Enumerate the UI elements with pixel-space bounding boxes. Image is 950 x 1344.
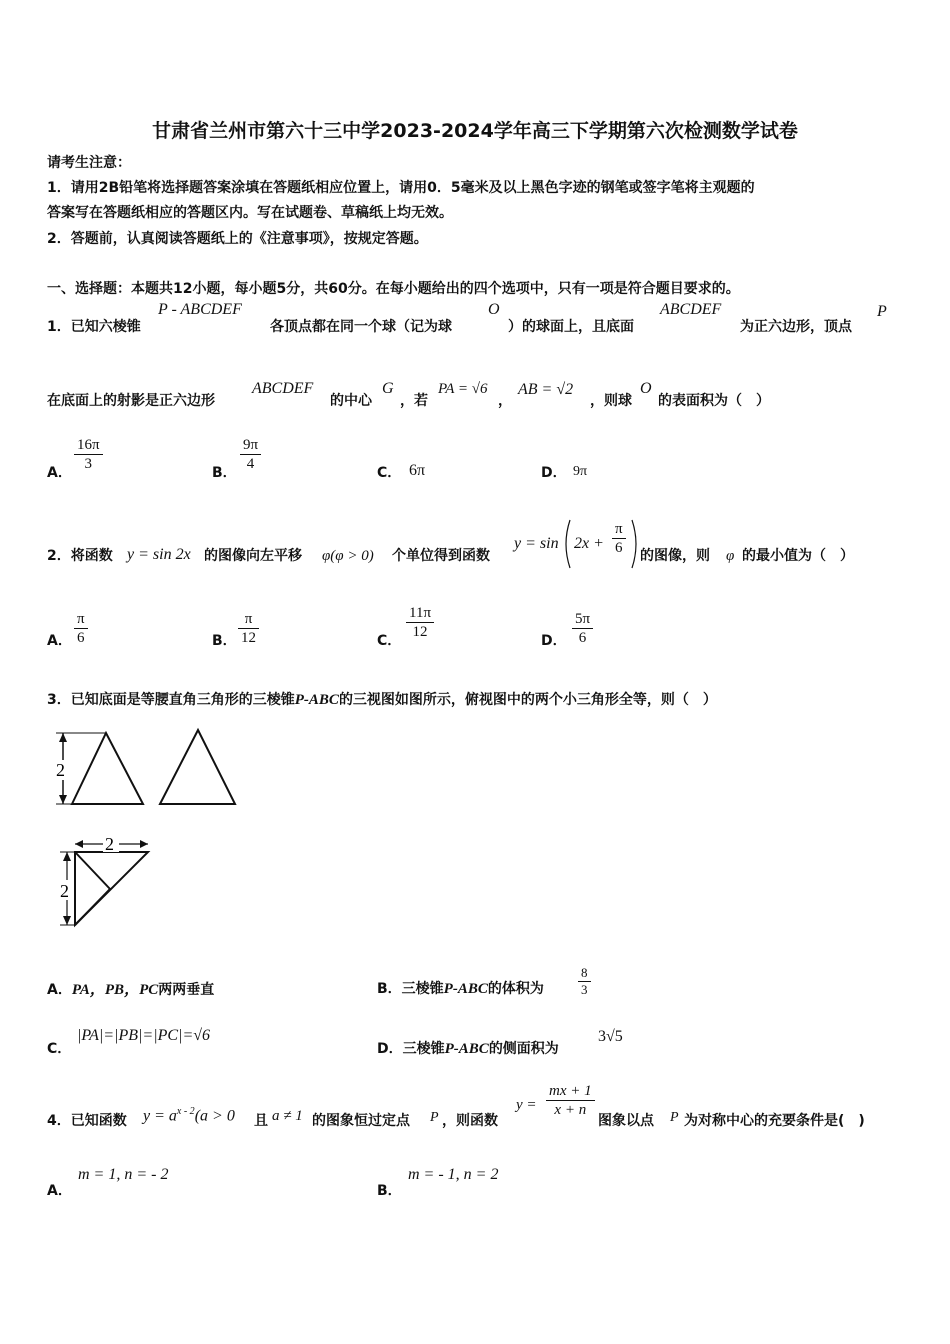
q1-text-3: ）的球面上，且底面 (508, 319, 634, 335)
q3-option-d[interactable] (377, 1038, 559, 1058)
q4-math-4a: y = (516, 1097, 537, 1113)
q2-math-4: φ (726, 548, 735, 564)
top-view-dim-left-label: 2 (60, 881, 69, 901)
q3-option-b-pre: 三棱锥 (401, 981, 444, 997)
q4-option-a-value: m = 1, n = - 2 (78, 1166, 169, 1183)
q3-option-d-pre: 三棱锥 (402, 1041, 445, 1057)
q2-math-1: y = sin 2x (127, 546, 191, 563)
three-view-figure (50, 720, 250, 935)
q3-option-c[interactable]: C． (47, 1041, 72, 1057)
section-heading: 一、选择题：本题共12小题，每小题5分，共60分。在每小题给出的四个选项中，只有一项是符合题目要求的。 (47, 281, 740, 297)
top-view-inner-1 (75, 852, 110, 889)
q4-math-5: P (670, 1110, 679, 1125)
q3-option-d-post: 的侧面积为 (488, 1041, 559, 1057)
q2-text-3: 个单位得到函数 (392, 548, 490, 564)
q3-option-a-text: 两两垂直 (158, 982, 215, 998)
q1-math-1: P - ABCDEF (158, 301, 242, 318)
q1-option-c-value: 6π (409, 462, 426, 479)
q1-text-10: 的表面积为（ ） (658, 393, 770, 409)
q3-option-c-value: |PA|=|PB|=|PC|=√6 (77, 1027, 211, 1044)
q1-text-7: ，若 (400, 393, 428, 409)
q4-math-1-cond: (a > 0 (194, 1107, 235, 1125)
front-view-arrow-down (59, 795, 67, 804)
top-view-inner-2 (75, 889, 110, 925)
top-view-arrow-left (75, 840, 83, 848)
q4-math-1 (143, 1106, 235, 1125)
top-view-dim-top-label: 2 (105, 834, 114, 854)
q4-text-3: 的图象恒过定点 (312, 1113, 410, 1129)
q2-option-a[interactable]: A． (47, 633, 72, 649)
q1-text-5: 在底面上的射影是正六边形 (47, 393, 215, 409)
q4-math-1-exp: x - 2 (176, 1106, 195, 1117)
q3-option-a[interactable] (47, 978, 214, 999)
q1-math-4: P (877, 303, 887, 320)
q4-option-a[interactable]: A． (47, 1183, 72, 1199)
q4-text-6: 为对称中心的充要条件是( ) (684, 1113, 865, 1129)
q3-option-d-label: D． (377, 1041, 403, 1057)
q3-option-b-label: B． (377, 981, 402, 997)
q3-option-d-math: P-ABC (444, 1041, 489, 1057)
q2-text-2: 的图像向左平移 (204, 548, 302, 564)
q3-option-a-math: PA，PB，PC (71, 982, 159, 998)
q1-text-1: 1．已知六棱锥 (47, 319, 141, 335)
q3-option-d-value: 3√5 (598, 1028, 623, 1045)
q2-option-b[interactable]: B． (212, 633, 237, 649)
top-view-arrow-down (63, 916, 71, 925)
q4-option-b[interactable]: B． (377, 1183, 402, 1199)
q2-option-d[interactable]: D． (541, 633, 567, 649)
q2-option-c[interactable]: C． (377, 633, 402, 649)
top-view-arrow-up (63, 852, 71, 861)
q1-text-9: ，则球 (590, 393, 632, 409)
q3-stem-post: 的三视图如图所示，俯视图中的两个小三角形全等，则（ ） (338, 692, 717, 708)
q1-option-a-value: $\frac{16\pi}{3}$ (74, 436, 103, 473)
q2-math-3-frac: $\frac{\pi}{6}$ (612, 520, 626, 557)
q1-text-4: 为正六边形，顶点 (740, 319, 852, 335)
q2-option-d-value: $\frac{5\pi}{6}$ (572, 610, 593, 647)
q4-text-1: 4．已知函数 (47, 1113, 127, 1129)
side-view-triangle (160, 730, 235, 804)
q1-option-a[interactable]: A． (47, 465, 72, 481)
notice-heading: 请考生注意： (47, 155, 131, 171)
q1-math-3: ABCDEF (660, 301, 722, 318)
q1-option-c[interactable]: C． (377, 465, 402, 481)
q4-text-2: 且 (254, 1113, 268, 1129)
q1-math-7: PA = √6 (438, 381, 488, 397)
q2-text-4: 的图像，则 (640, 548, 710, 564)
q2-text-1: 2．将函数 (47, 548, 113, 564)
q1-math-2: O (488, 301, 500, 318)
q4-math-1-base: y = a (143, 1107, 177, 1125)
front-view-arrow-up (59, 733, 67, 742)
q3-stem-math: P-ABC (294, 692, 339, 708)
q2-option-a-value: $\frac{\pi}{6}$ (74, 610, 88, 647)
q1-text-2: 各顶点都在同一个球（记为球 (270, 319, 452, 335)
q3-option-b-post: 的体积为 (487, 981, 544, 997)
q2-math-3b: 2x + (574, 535, 604, 552)
q4-math-3: P (430, 1110, 439, 1125)
q4-text-4: ，则函数 (442, 1113, 498, 1129)
q2-option-b-value: $\frac{\pi}{12}$ (238, 610, 259, 647)
q1-option-b-value: $\frac{9\pi}{4}$ (240, 436, 261, 473)
front-view-dim-label: 2 (56, 760, 65, 780)
q2-option-c-value: $\frac{11\pi}{12}$ (406, 604, 434, 641)
q2-text-5: 的最小值为（ ） (742, 548, 854, 564)
q2-math-2: φ(φ > 0) (322, 548, 374, 564)
q4-math-2: a ≠ 1 (272, 1108, 303, 1124)
front-view-triangle (72, 733, 143, 804)
q1-option-d[interactable]: D． (541, 465, 567, 481)
q1-option-b[interactable]: B． (212, 465, 237, 481)
notice-line-1: 1．请用2B铅笔将选择题答案涂填在答题纸相应位置上，请用0．5毫米及以上黑色字迹的钢笔或签字笔将主观题的 (47, 180, 755, 196)
q4-text-5: 图象以点 (598, 1113, 654, 1129)
q1-text-8: ， (498, 393, 512, 409)
notice-line-2: 答案写在答题纸相应的答题区内。写在试题卷、草稿纸上均无效。 (47, 205, 453, 221)
q3-option-b-math: P-ABC (443, 981, 488, 997)
q3-stem-pre: 3．已知底面是等腰直角三角形的三棱锥 (47, 692, 295, 708)
q1-math-8: AB = √2 (518, 381, 574, 398)
page-title: 甘肃省兰州市第六十三中学2023-2024学年高三下学期第六次检测数学试卷 (152, 120, 798, 142)
notice-line-3: 2．答题前，认真阅读答题纸上的《注意事项》，按规定答题。 (47, 231, 428, 247)
q4-option-b-value: m = - 1, n = 2 (408, 1166, 499, 1183)
q1-option-d-value: 9π (573, 464, 588, 479)
q4-math-4-frac: $\frac{mx + 1}{x + n}$ (546, 1082, 595, 1119)
q1-math-9: O (640, 380, 652, 397)
q3-option-b-value: $\frac{8}{3}$ (578, 965, 591, 998)
q3-stem (47, 689, 717, 709)
q2-math-3a: y = sin (514, 535, 559, 552)
q1-text-6: 的中心 (330, 393, 372, 409)
q3-option-b[interactable] (377, 978, 544, 998)
q1-math-5: ABCDEF (252, 380, 314, 397)
q1-math-6: G (382, 380, 394, 397)
q3-option-a-label: A． (47, 982, 72, 998)
top-view-arrow-right (140, 840, 148, 848)
